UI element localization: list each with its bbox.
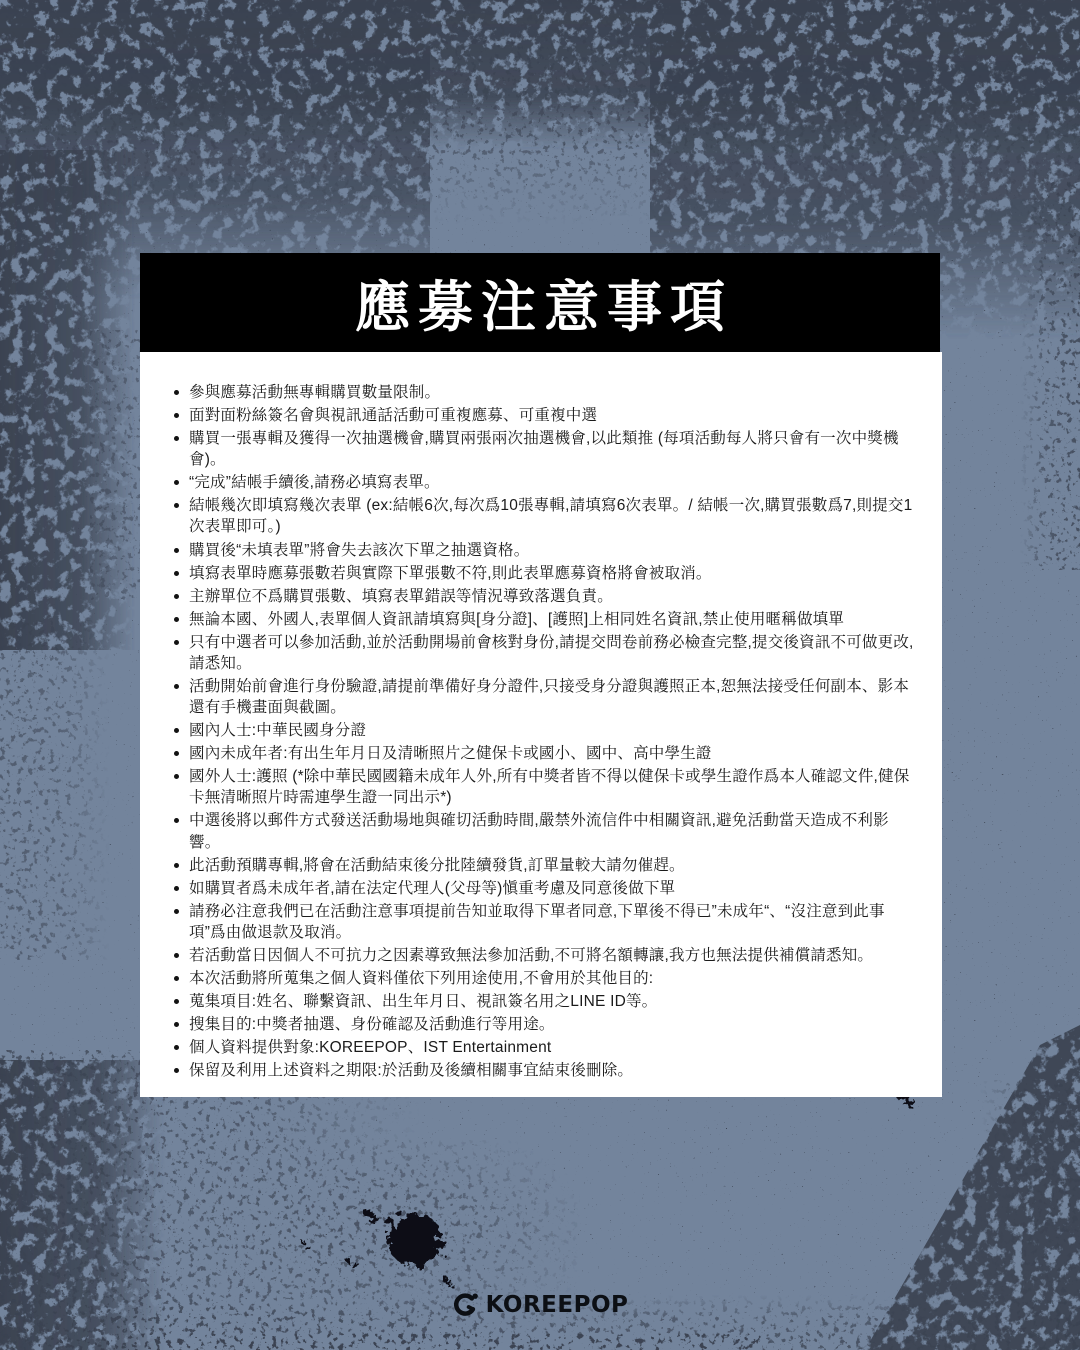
notice-item-text: 此活動預購專輯,將會在活動結束後分批陸續發貨,訂單量較大請勿催趕。 bbox=[189, 856, 685, 874]
notice-item-text: 參與應募活動無專輯購買數量限制。 bbox=[189, 384, 441, 401]
koreepop-logo-icon bbox=[452, 1291, 479, 1318]
bullet-dot bbox=[174, 886, 179, 891]
notice-item-text: 若活動當日因個人不可抗力之因素導致無法參加活動,不可將名額轉讓,我方也無法提供補償請悉知。 bbox=[189, 946, 874, 964]
bullet-dot bbox=[174, 751, 179, 756]
bullet-dot bbox=[174, 684, 179, 689]
bullet-dot bbox=[174, 953, 179, 958]
notice-item bbox=[170, 428, 916, 470]
notice-item-text: 結帳幾次即填寫幾次表單 (ex:結帳6次,每次爲10張專輯,請填寫6次表單。/ 結帳一次,購買張數爲7,則提交1次表單即可。) bbox=[189, 497, 913, 536]
notice-item bbox=[170, 472, 916, 493]
notice-item bbox=[170, 743, 916, 764]
bullet-dot bbox=[174, 571, 179, 576]
notice-item bbox=[170, 1014, 916, 1035]
notice-item bbox=[170, 405, 916, 426]
notice-item bbox=[170, 855, 916, 876]
notice-item-text: 購買一張專輯及獲得一次抽選機會,購買兩張兩次抽選機會,以此類推 (每項活動每人將只會有一次中獎機會)。 bbox=[189, 430, 899, 469]
notice-item-text: 本次活動將所蒐集之個人資料僅依下列用途使用,不會用於其他目的: bbox=[189, 970, 654, 988]
notice-item-text: 國外人士:護照 (*除中華民國國籍未成年人外,所有中獎者皆不得以健保卡或學生證作爲本人確認文件,健保卡無清晰照片時需連學生證一同出示*) bbox=[189, 768, 910, 807]
bullet-dot bbox=[174, 976, 179, 981]
notice-item bbox=[170, 991, 916, 1012]
bullet-dot bbox=[174, 1068, 179, 1073]
notice-item-text: 國內人士:中華民國身分證 bbox=[189, 722, 367, 740]
bullet-dot bbox=[174, 503, 179, 508]
notice-item-text: 活動開始前會進行身份驗證,請提前準備好身分證件,只接受身分證與護照正本,恕無法接受任何副本、影本還有手機畫面與截圖。 bbox=[189, 678, 910, 717]
notice-item bbox=[170, 901, 916, 943]
notice-item bbox=[170, 720, 916, 741]
notice-list bbox=[170, 382, 916, 1081]
notice-card bbox=[140, 352, 942, 1097]
bullet-dot bbox=[174, 594, 179, 599]
bullet-dot bbox=[174, 863, 179, 868]
notice-item-text: 搜集目的:中獎者抽選、身份確認及活動進行等用途。 bbox=[189, 1016, 555, 1034]
footer-logo bbox=[0, 1291, 1080, 1318]
notice-item-text: 個人資料提供對象:KOREEPOP、IST Entertainment bbox=[189, 1039, 552, 1057]
notice-item-text: 只有中選者可以參加活動,並於活動開場前會核對身份,請提交問卷前務必檢查完整,提交後資訊不可做更改,請悉知。 bbox=[189, 633, 914, 672]
notice-item-text: 購買後“未填表單”將會失去該次下單之抽選資格。 bbox=[189, 541, 530, 559]
notice-item bbox=[170, 945, 916, 966]
notice-item-text: 蒐集項目:姓名、聯繫資訊、出生年月日、視訊簽名用之LINE ID等。 bbox=[189, 993, 658, 1011]
notice-item-text: 面對面粉絲簽名會與視訊通話活動可重複應募、可重複中選 bbox=[189, 407, 598, 425]
notice-item-text: “完成”結帳手續後,請務必填寫表單。 bbox=[189, 474, 440, 492]
notice-item bbox=[170, 495, 916, 537]
bullet-dot bbox=[174, 413, 179, 418]
bullet-dot bbox=[174, 548, 179, 553]
notice-item-text: 中選後將以郵件方式發送活動場地與確切活動時間,嚴禁外流信件中相關資訊,避免活動當天造成不利影響。 bbox=[189, 812, 889, 851]
bullet-dot bbox=[174, 390, 179, 395]
bullet-dot bbox=[174, 774, 179, 779]
notice-item bbox=[170, 1060, 916, 1081]
notice-item bbox=[170, 632, 916, 674]
title-banner bbox=[140, 253, 940, 352]
bullet-dot bbox=[174, 436, 179, 441]
notice-item bbox=[170, 609, 916, 630]
notice-item-text: 填寫表單時應募張數若與實際下單張數不符,則此表單應募資格將會被取消。 bbox=[189, 564, 712, 582]
bullet-dot bbox=[174, 617, 179, 622]
notice-item bbox=[170, 968, 916, 989]
notice-item-text: 無論本國、外國人,表單個人資訊請填寫與[身分證]、[護照]上相同姓名資訊,禁止使用暱稱做填單 bbox=[189, 610, 845, 628]
bullet-dot bbox=[174, 999, 179, 1004]
notice-item-text: 主辦單位不爲購買張數、填寫表單錯誤等情況導致落選負責。 bbox=[189, 587, 613, 605]
notice-item-text: 保留及利用上述資料之期限:於活動及後續相關事宜結束後刪除。 bbox=[189, 1062, 634, 1080]
notice-item-text: 如購買者爲未成年者,請在法定代理人(父母等)愼重考慮及同意後做下單 bbox=[189, 879, 676, 897]
notice-item bbox=[170, 766, 916, 808]
notice-item bbox=[170, 563, 916, 584]
notice-item bbox=[170, 586, 916, 607]
bullet-dot bbox=[174, 909, 179, 914]
bullet-dot bbox=[174, 1022, 179, 1027]
bullet-dot bbox=[174, 480, 179, 485]
notice-item bbox=[170, 1037, 916, 1058]
notice-item bbox=[170, 382, 916, 403]
bullet-dot bbox=[174, 818, 179, 823]
brand-name: KOREEPOP bbox=[485, 1291, 629, 1318]
notice-item bbox=[170, 878, 916, 899]
notice-item bbox=[170, 810, 916, 852]
notice-item bbox=[170, 676, 916, 718]
bullet-dot bbox=[174, 640, 179, 645]
page-title: 應募注意事項 bbox=[354, 275, 733, 339]
bullet-dot bbox=[174, 728, 179, 733]
notice-item-text: 請務必注意我們已在活動注意事項提前告知並取得下單者同意,下單後不得已”未成年“、“沒注意到此事項”爲由做退款及取消。 bbox=[189, 902, 885, 941]
notice-item-text: 國內未成年者:有出生年月日及清晰照片之健保卡或國小、國中、高中學生證 bbox=[189, 745, 712, 763]
bullet-dot bbox=[174, 1045, 179, 1050]
notice-item bbox=[170, 540, 916, 561]
